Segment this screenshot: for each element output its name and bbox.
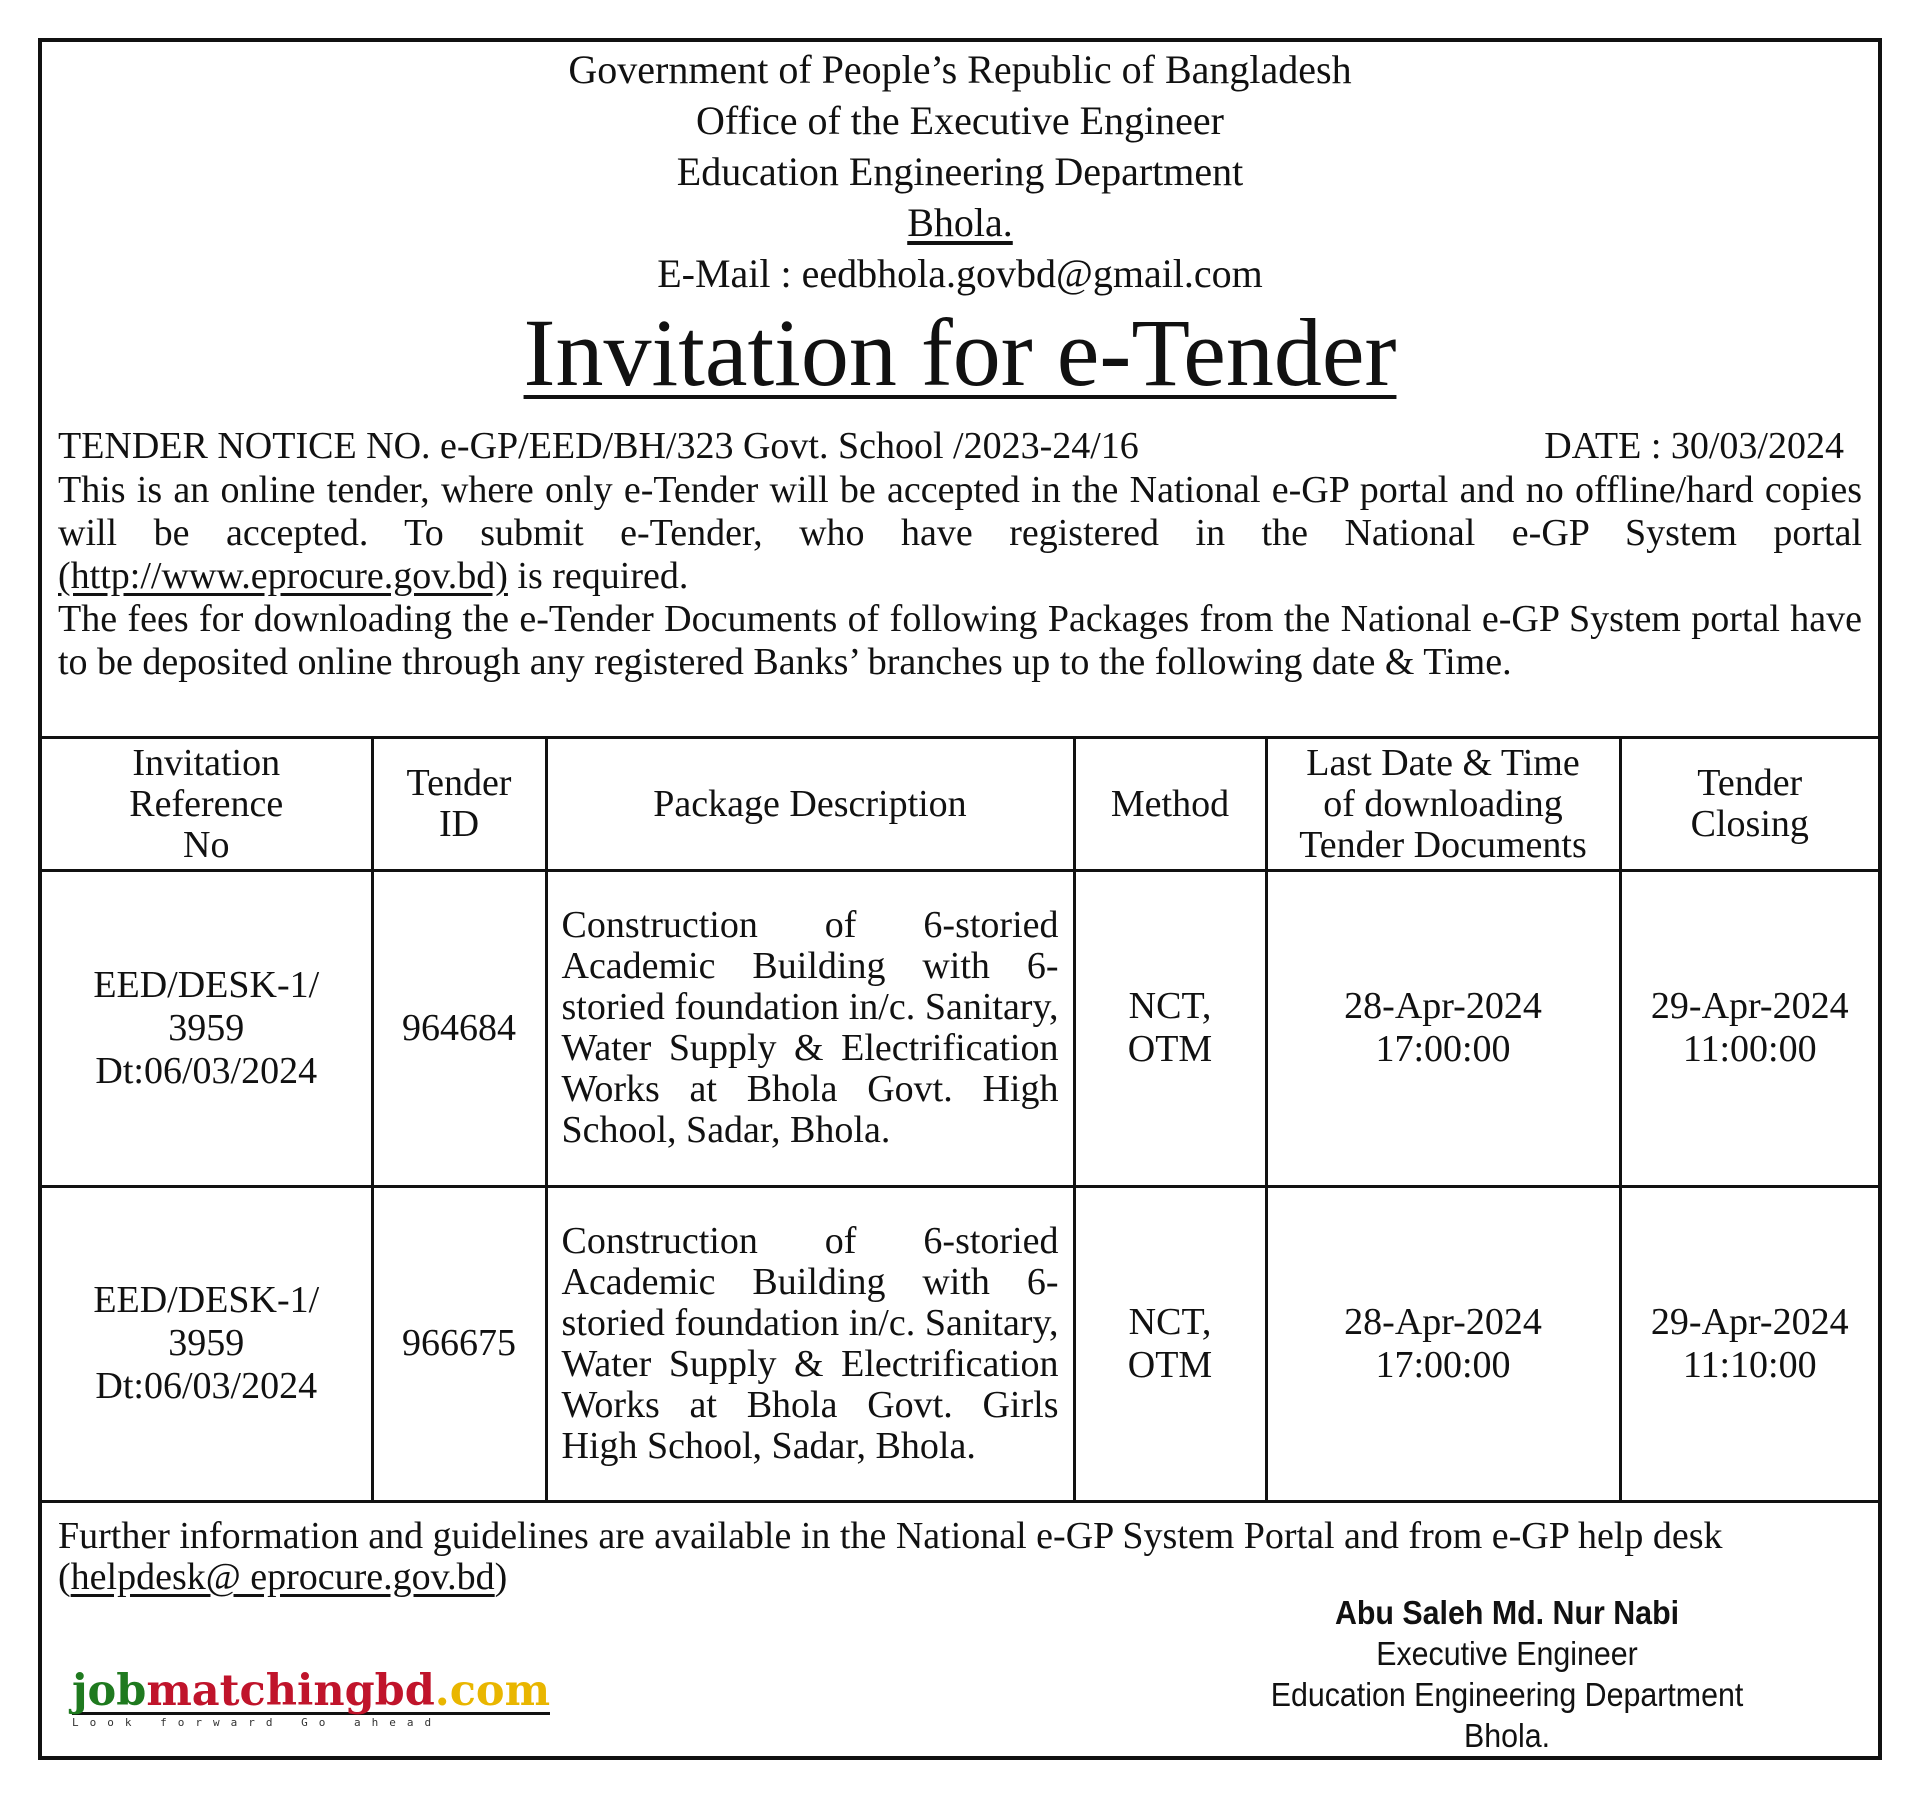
tender-notice-number: TENDER NOTICE NO. e-GP/EED/BH/323 Govt. School /2023-24/16 — [58, 425, 1139, 467]
invitation-reference-cell — [42, 871, 372, 1187]
header-tender-id — [372, 738, 546, 871]
header-text: Package Description — [653, 782, 967, 825]
tender-id-cell: 966675 — [372, 1186, 546, 1502]
header-text: Invitation — [132, 741, 281, 784]
last-date-cell — [1266, 871, 1620, 1187]
office-email: E-Mail : eedbhola.govbd@gmail.com — [657, 251, 1263, 296]
closing-date-text: 29-Apr-2024 — [1650, 1300, 1849, 1343]
header-text: Tender — [406, 762, 512, 804]
header-tender-closing — [1620, 738, 1878, 871]
helpdesk-link[interactable]: helpdesk@ eprocure.gov.bd — [70, 1556, 495, 1598]
office-header — [42, 44, 1878, 299]
fees-paragraph — [42, 598, 1878, 684]
tender-notice-document — [38, 38, 1882, 1760]
tender-table — [42, 736, 1878, 1503]
table-header-row — [42, 738, 1878, 871]
intro-text: This is an online tender, where only e-Tender will be accepted in the National e-GP portal and no offline/hard copies will be accepted. To submit e-Tender, who have registered in the National e-GP System portal — [58, 469, 1862, 554]
signatory-place: Bhola. — [1463, 1717, 1551, 1754]
header-last-date — [1266, 738, 1620, 871]
signatory-department: Education Engineering Department — [1270, 1676, 1744, 1713]
method-cell — [1074, 871, 1266, 1187]
notice-line — [42, 423, 1878, 469]
last-date-cell — [1266, 1186, 1620, 1502]
invitation-reference-cell — [42, 1186, 372, 1502]
table-row — [42, 871, 1878, 1187]
method-cell — [1074, 1186, 1266, 1502]
watermark-part: job — [72, 1666, 147, 1716]
document-title: Invitation for e-Tender — [523, 299, 1397, 406]
last-date-text: 28-Apr-2024 — [1344, 985, 1542, 1028]
last-time-text: 17:00:00 — [1375, 1028, 1511, 1071]
footer-text: Further information and guidelines are available in the National e-GP System Portal and from e-GP help desk — [58, 1515, 1723, 1557]
intro-paragraph — [42, 469, 1878, 598]
closing-cell — [1620, 871, 1878, 1187]
header-text: Closing — [1690, 803, 1809, 845]
signature-block — [1245, 1592, 1769, 1756]
government-name: Government of People’s Republic of Bangladesh — [568, 47, 1352, 92]
intro-tail: is required. — [507, 555, 689, 597]
footer-info — [58, 1516, 1723, 1598]
watermark-logo — [72, 1668, 550, 1729]
header-method — [1074, 738, 1266, 871]
watermark-part: matchingbd — [146, 1666, 435, 1716]
closing-time-text: 11:00:00 — [1682, 1028, 1817, 1071]
table-row — [42, 1186, 1878, 1502]
fees-text: The fees for downloading the e-Tender Documents of following Packages from the National e-GP System portal have to be deposited online through any registered Banks’ branches up to the following date & Time. — [58, 598, 1862, 683]
reference-text: 3959 — [168, 1322, 245, 1365]
header-text: Tender — [1697, 762, 1803, 804]
reference-text: 3959 — [168, 1006, 245, 1049]
last-time-text: 17:00:00 — [1375, 1343, 1511, 1386]
last-date-text: 28-Apr-2024 — [1344, 1300, 1542, 1343]
package-description-cell: Construction of 6-storied Academic Building with 6-storied foundation in/c. Sanitary, Water Supply & Electrification Works at Bhola Govt. High School, Sadar, Bhola. — [546, 871, 1074, 1187]
method-text: NCT, — [1128, 1300, 1212, 1343]
header-text: Last Date & Time — [1306, 741, 1580, 784]
header-text: of downloading — [1323, 782, 1563, 825]
paren-close: ) — [494, 1556, 508, 1598]
eprocure-link[interactable]: (http://www.eprocure.gov.bd) — [58, 555, 508, 597]
closing-time-text: 11:10:00 — [1682, 1343, 1817, 1386]
watermark-text — [72, 1668, 550, 1714]
office-location: Bhola. — [907, 200, 1013, 245]
closing-cell — [1620, 1186, 1878, 1502]
header-text: Reference — [129, 782, 284, 825]
watermark-part: .com — [434, 1666, 551, 1716]
notice-date: DATE : 30/03/2024 — [1544, 425, 1844, 467]
paren-open: ( — [58, 1556, 71, 1598]
package-description-cell: Construction of 6-storied Academic Building with 6-storied foundation in/c. Sanitary, Water Supply & Electrification Works at Bhola Govt. Girls High School, Sadar, Bhola. — [546, 1186, 1074, 1502]
header-invitation-reference — [42, 738, 372, 871]
watermark-tagline: Look forward Go ahead — [72, 1712, 550, 1729]
method-text: OTM — [1127, 1343, 1213, 1386]
header-text: ID — [438, 803, 480, 845]
tender-id-cell: 964684 — [372, 871, 546, 1187]
reference-text: Dt:06/03/2024 — [95, 1365, 318, 1408]
reference-text: EED/DESK-1/ — [93, 963, 320, 1006]
reference-text: Dt:06/03/2024 — [95, 1049, 318, 1092]
office-name: Office of the Executive Engineer — [696, 98, 1224, 143]
department-name: Education Engineering Department — [676, 149, 1244, 194]
method-text: NCT, — [1128, 985, 1212, 1028]
closing-date-text: 29-Apr-2024 — [1650, 985, 1849, 1028]
reference-text: EED/DESK-1/ — [93, 1279, 320, 1322]
method-text: OTM — [1127, 1028, 1213, 1071]
signatory-designation: Executive Engineer — [1376, 1635, 1638, 1672]
header-text: No — [183, 823, 230, 866]
header-text: Tender Documents — [1299, 823, 1587, 866]
header-package-description — [546, 738, 1074, 871]
signatory-name: Abu Saleh Md. Nur Nabi — [1334, 1594, 1680, 1631]
header-text: Method — [1110, 782, 1230, 825]
